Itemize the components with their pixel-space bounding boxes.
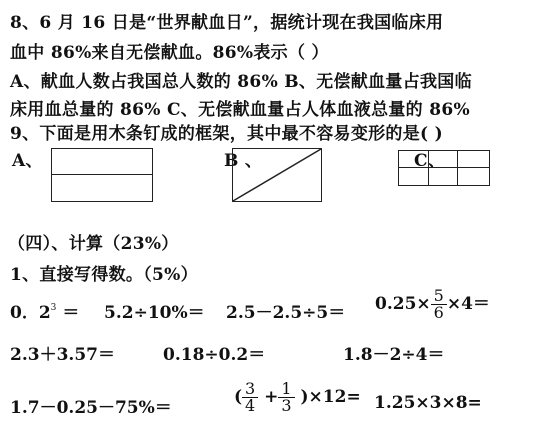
q9-question: 9、下面是用木条钉成的框架，其中最不容易变形的是( )	[10, 124, 443, 144]
frame-b-diagonal	[232, 148, 322, 202]
fraction-1-3: $\frac{1}{3}$	[278, 381, 294, 414]
q9-option-c-label: C、	[414, 151, 446, 171]
q9-option-b-label: B 、	[224, 151, 263, 171]
calc-r1-c2: 5.2÷10%＝	[104, 303, 205, 323]
q8-line-3: A、献血人数占我国总人数的 86% B、无偿献血量占我国临	[10, 72, 472, 92]
q8-line-4: 床用血总量的 86% C、无偿献血量占人体血液总量的 86%	[10, 100, 470, 120]
calc-r3-c2: ( $\frac{3}{4}$ + $\frac{1}{3}$ )×12=	[234, 379, 361, 415]
calc-r2-c2: 0.18÷0.2＝	[163, 345, 266, 365]
calc-r2-c1: 2.3＋3.57＝	[10, 345, 115, 365]
frame-a-rectangle	[51, 148, 153, 202]
q9-option-a-label: A、	[12, 151, 43, 171]
calc-r3-c3: 1.25×3×8=	[374, 393, 482, 413]
section-4-subtitle: 1、直接写得数。（5%）	[10, 265, 198, 285]
calc-r1-c4: 0.25× $\frac{5}{6}$ ×4＝	[375, 286, 490, 322]
q8-line-1: 8、6 月 16 日是“世界献血日”，据统计现在我国临床用	[10, 13, 444, 33]
frame-c-grid	[398, 150, 490, 186]
fraction-5-6: $\frac{5}{6}$	[431, 288, 447, 321]
calc-r1-c1: 0．$2^3$ ＝	[10, 303, 80, 323]
frame-a-middle-bar	[52, 174, 152, 175]
q8-line-2: 血中 86%来自无偿献血。86%表示（ ）	[10, 43, 329, 63]
fraction-3-4: $\frac{3}{4}$	[242, 381, 258, 414]
calc-r1-c3: 2.5－2.5÷5＝	[226, 303, 346, 323]
section-4-title: （四）、计算（23%）	[8, 234, 179, 254]
frame-b-rectangle	[232, 148, 322, 202]
calc-r3-c1: 1.7－0.25－75%＝	[10, 398, 172, 418]
calc-r2-c3: 1.8－2÷4＝	[343, 345, 445, 365]
